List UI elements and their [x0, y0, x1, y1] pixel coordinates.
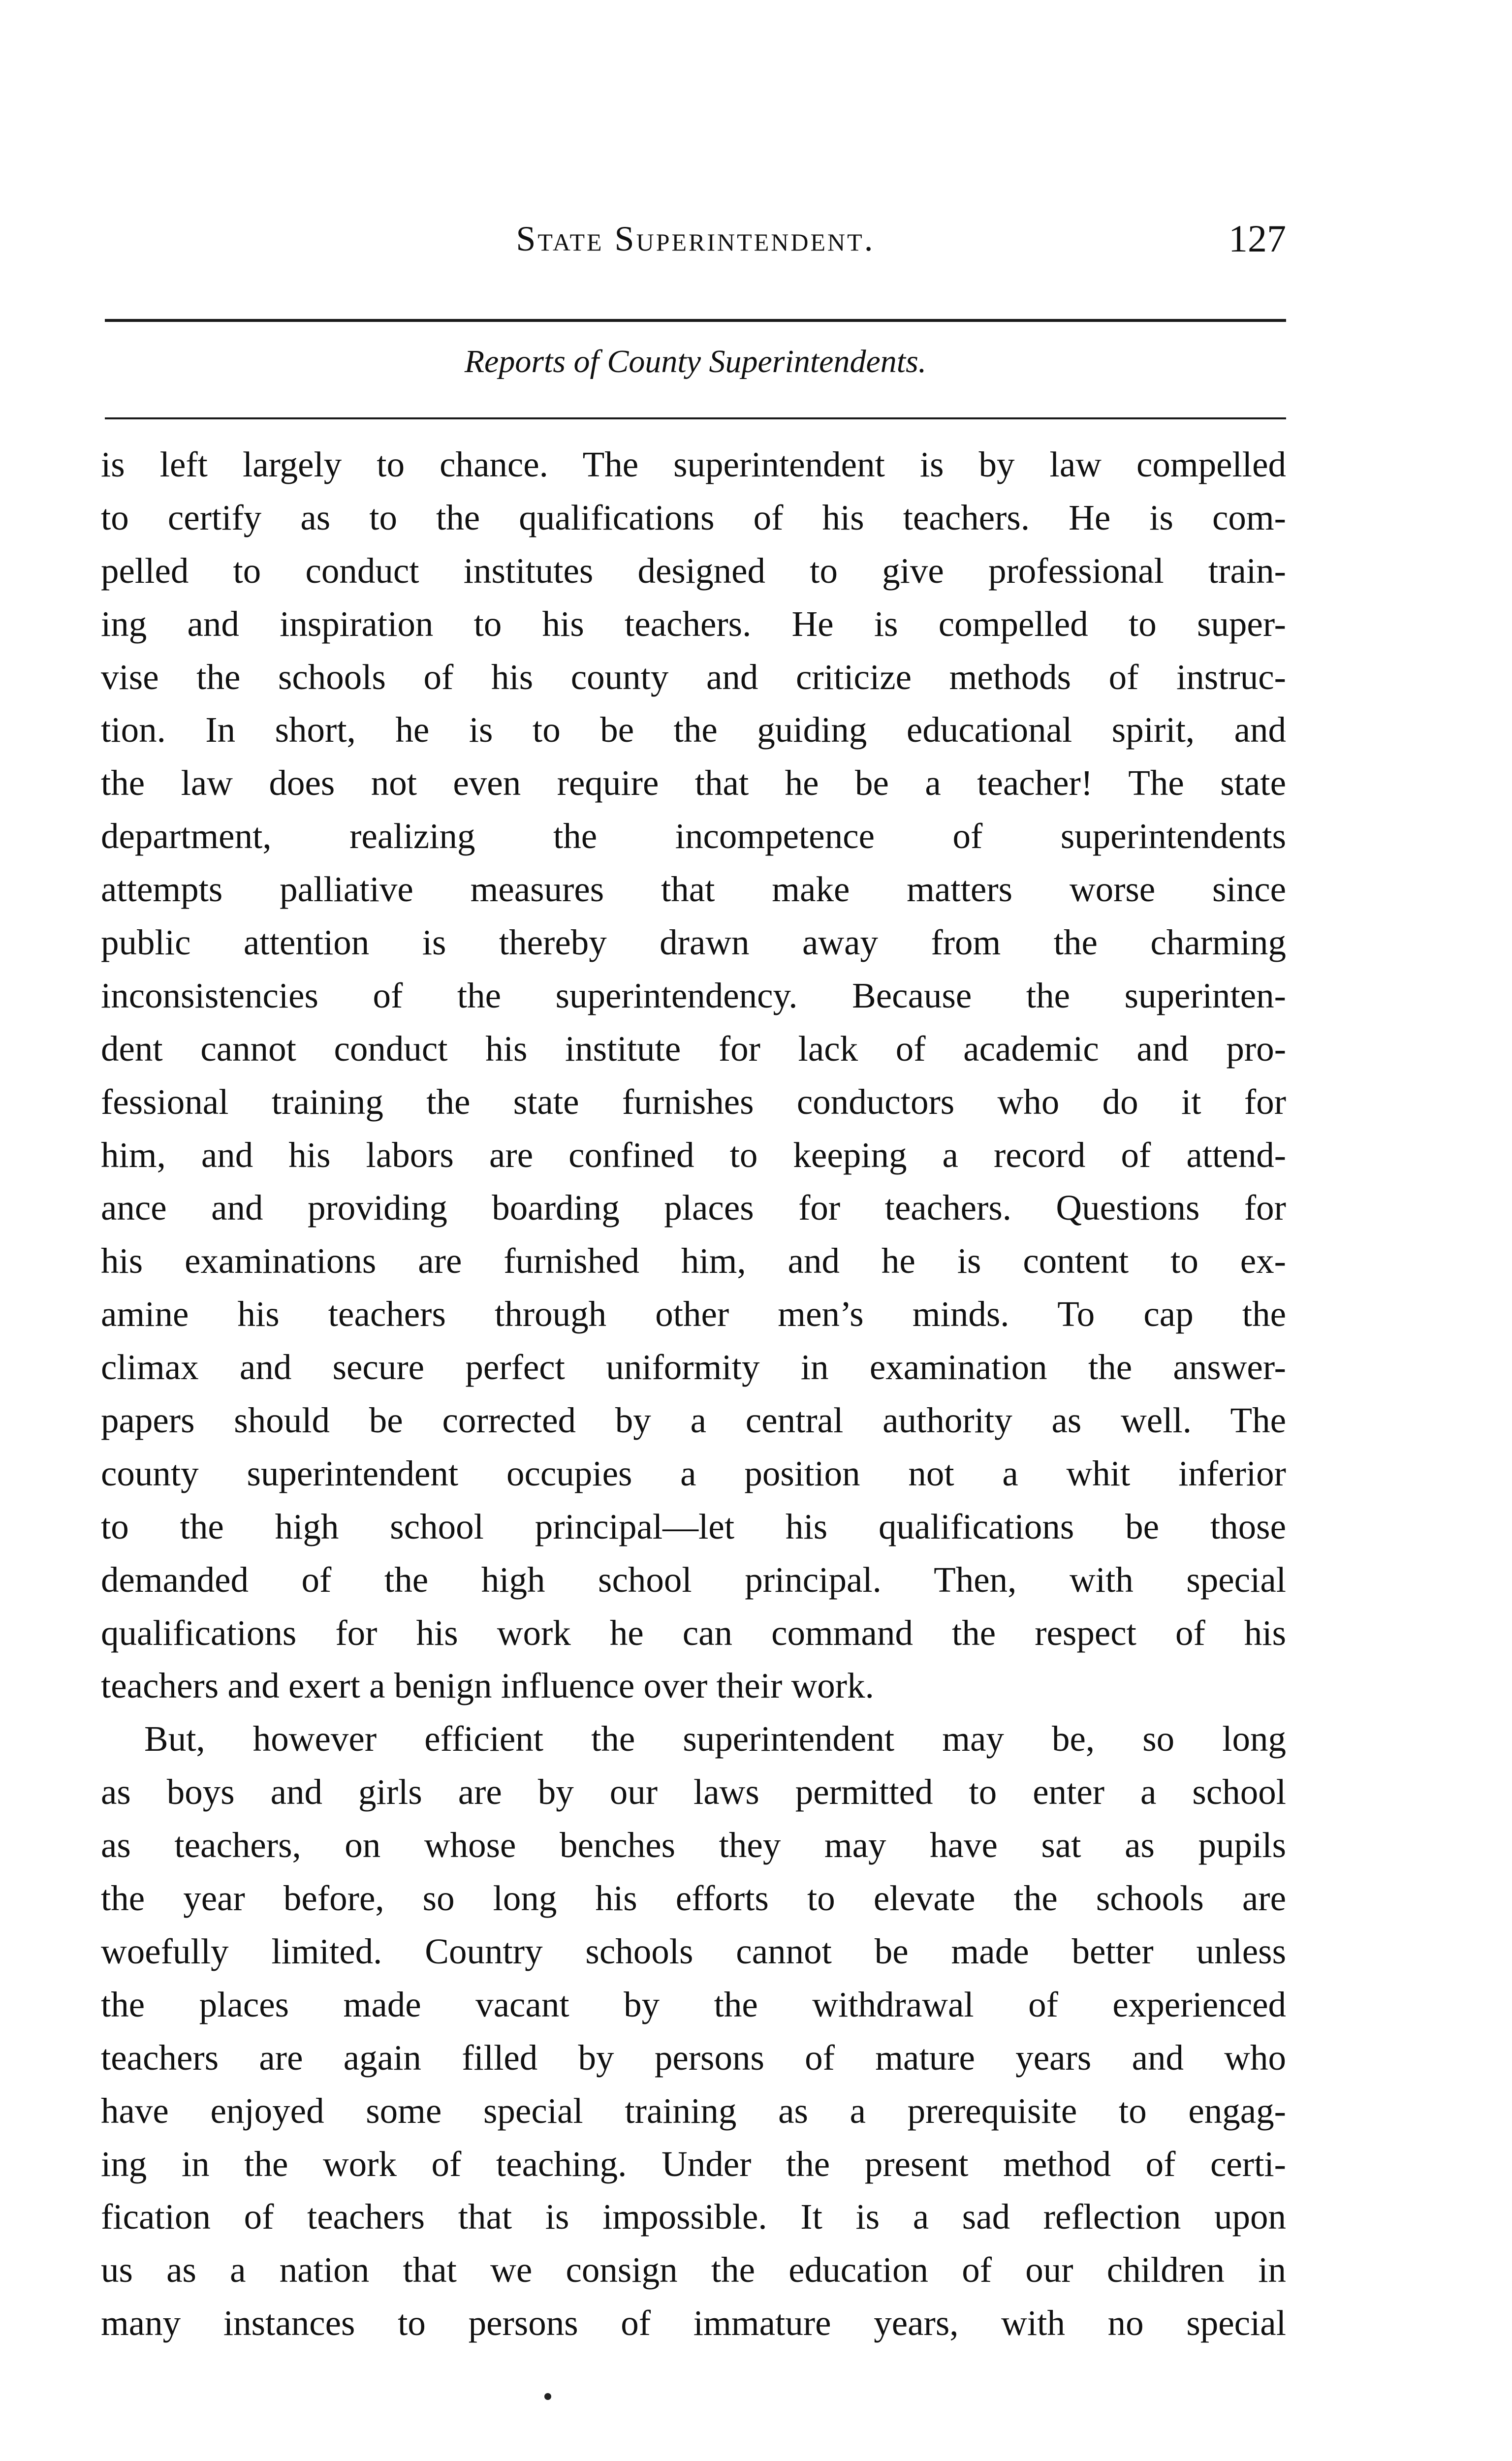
text-line: to certify as to the qualifications of his teachers. He is com- [101, 497, 1286, 537]
text-line: the law does not even require that he be a teacher! The state [101, 763, 1286, 803]
ink-speck [544, 2393, 551, 2400]
text-line: the places made vacant by the withdrawal of experienced [101, 1984, 1286, 2024]
paragraph-end-line: teachers and exert a benign influence over their work. [101, 1666, 874, 1706]
page-number: 127 [1228, 217, 1286, 260]
body-text [101, 438, 1286, 2350]
text-line: climax and secure perfect uniformity in examination the answer- [101, 1347, 1286, 1388]
text-line: pelled to conduct institutes designed to give professional train- [101, 550, 1286, 591]
text-line: papers should be corrected by a central authority as well. The [101, 1400, 1286, 1441]
section-title: Reports of County Superintendents. [464, 344, 927, 379]
text-line: is left largely to chance. The superintendent is by law compelled [101, 444, 1286, 484]
text-line: as teachers, on whose benches they may have sat as pupils [101, 1825, 1286, 1865]
text-line: ing and inspiration to his teachers. He is compelled to super- [101, 603, 1286, 644]
text-line: to the high school principal—let his qualifications be those [101, 1506, 1286, 1546]
text-line: dent cannot conduct his institute for lack of academic and pro- [101, 1028, 1286, 1069]
text-line: ance and providing boarding places for teachers. Questions for [101, 1188, 1286, 1228]
text-line: fessional training the state furnishes conductors who do it for [101, 1081, 1286, 1122]
text-line: us as a nation that we consign the education of our children in [101, 2250, 1286, 2290]
text-line: vise the schools of his county and criticize methods of instruc- [101, 657, 1286, 697]
running-head [105, 212, 1286, 266]
text-line: public attention is thereby drawn away from the charming [101, 922, 1286, 963]
text-line: attempts palliative measures that make matters worse since [101, 869, 1286, 910]
text-line: as boys and girls are by our laws permitted to enter a school [101, 1772, 1286, 1812]
text-line: teachers are again filled by persons of mature years and who [101, 2037, 1286, 2078]
text-line: fication of teachers that is impossible. It is a sad reflection upon [101, 2197, 1286, 2237]
header-rule-bottom [105, 417, 1286, 419]
text-line: him, and his labors are confined to keeping a record of attend- [101, 1135, 1286, 1175]
text-line: county superintendent occupies a position not a whit inferior [101, 1453, 1286, 1493]
text-line: inconsistencies of the superintendency. Because the superinten- [101, 975, 1286, 1015]
text-line: many instances to persons of immature years, with no special [101, 2303, 1286, 2343]
text-line: tion. In short, he is to be the guiding educational spirit, and [101, 710, 1286, 750]
text-line: demanded of the high school principal. Then, with special [101, 1559, 1286, 1600]
running-title: State Superintendent. [516, 219, 875, 258]
paragraph-start-line: But, however efficient the superintendent may be, so long [144, 1719, 1286, 1759]
header-rule-top [105, 319, 1286, 322]
text-line: the year before, so long his efforts to elevate the schools are [101, 1878, 1286, 1919]
text-line: ing in the work of teaching. Under the present method of certi- [101, 2144, 1286, 2184]
text-line: qualifications for his work he can command the respect of his [101, 1612, 1286, 1653]
text-line: have enjoyed some special training as a prerequisite to engag- [101, 2090, 1286, 2131]
text-line: woefully limited. Country schools cannot be made better unless [101, 1931, 1286, 1971]
text-line: department, realizing the incompetence of superintendents [101, 816, 1286, 856]
text-line: his examinations are furnished him, and he is content to ex- [101, 1241, 1286, 1281]
text-line: amine his teachers through other men’s minds. To cap the [101, 1294, 1286, 1334]
